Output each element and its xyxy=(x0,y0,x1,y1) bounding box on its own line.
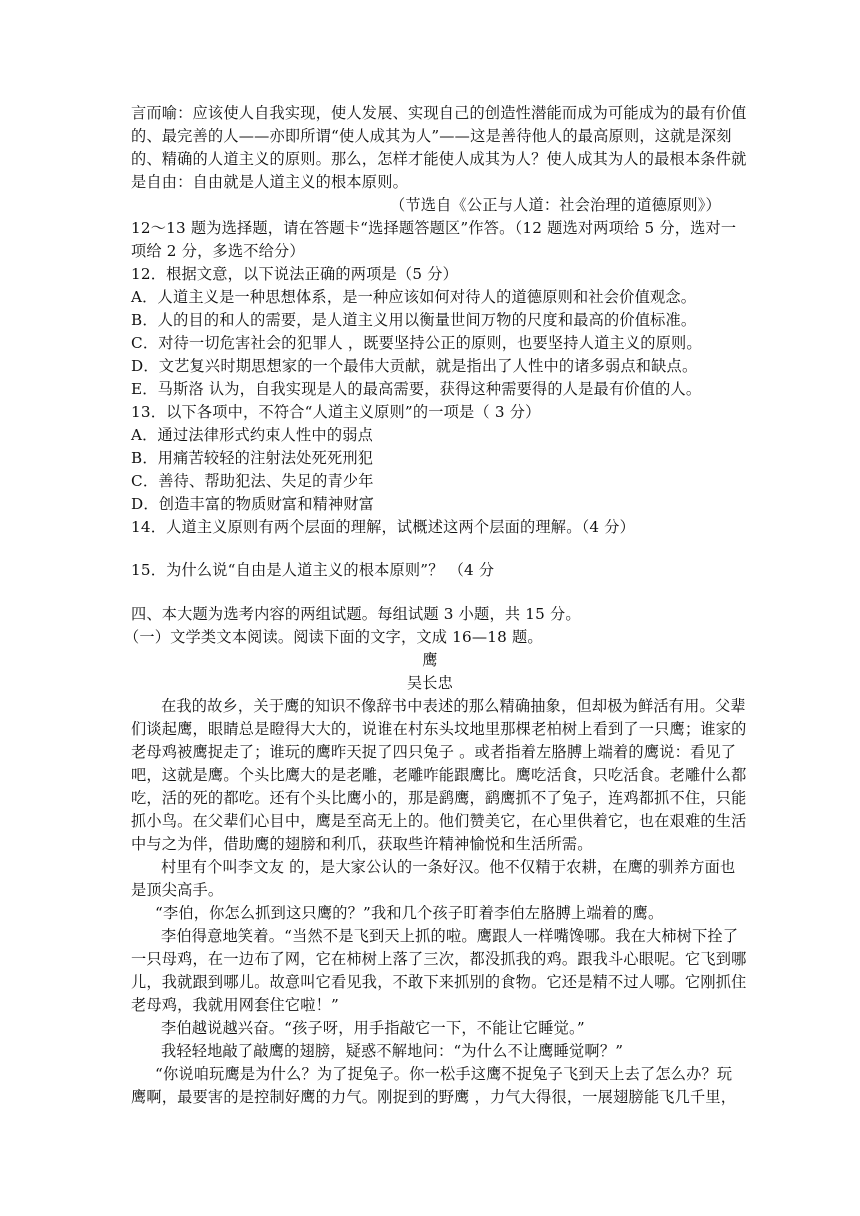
story-line: 李伯越说越兴奋。“孩子呀，用手指敲它一下，不能让它睡觉。” xyxy=(161,1019,585,1037)
q13-option-b: B．用痛苦较轻的注射法处死死刑犯 xyxy=(131,449,374,467)
story-line: 儿，我就跟到哪儿。故意叫它看见我，不敢下来抓别的食物。它还是精不过人哪。它刚抓住 xyxy=(131,973,747,991)
story-line: “李伯，你怎么抓到这只鹰的？”我和几个孩子盯着李伯左胳膊上端着的鹰。 xyxy=(155,904,664,922)
passage-line: 的、最完善的人——亦即所谓“使人成其为人”——这是善待他人的最高原则，这就是深刻 xyxy=(131,127,732,145)
story-line: 老母鸡，我就用网套住它啦！” xyxy=(131,996,340,1014)
question-14: 14．人道主义原则有两个层面的理解，试概述这两个层面的理解。（4 分） xyxy=(131,518,636,536)
q13-option-a: A．通过法律形式约束人性中的弱点 xyxy=(131,426,373,444)
story-line: 吧，这就是鹰。个头比鹰大的是老雕，老雕咋能跟鹰比。鹰吃活食，只吃活食。老雕什么都 xyxy=(131,766,747,784)
section-4-subheading: （一）文学类文本阅读。阅读下面的文字，文成 16—18 题。 xyxy=(124,628,543,646)
passage-line: 言而喻：应该使人自我实现，使人发展、实现自己的创造性潜能而成为可能成为的最有价值 xyxy=(131,104,747,122)
story-line: 是顶尖高手。 xyxy=(131,881,224,899)
story-title: 鹰 xyxy=(422,651,438,669)
story-line: 吃，活的死的都吃。还有个头比鹰小的，那是鹞鹰，鹞鹰抓不了兔子，连鸡都抓不住，只能 xyxy=(131,789,747,807)
story-line: 老母鸡被鹰捉走了；谁玩的鹰昨天捉了四只兔子 。或者指着左胳膊上端着的鹰说：看见了 xyxy=(131,743,737,761)
question-15: 15．为什么说“自由是人道主义的根本原则”？ （4 分 xyxy=(131,561,495,579)
passage-line: 是自由：自由就是人道主义的根本原则。 xyxy=(131,173,408,191)
question-13-stem: 13．以下各项中，不符合“人道主义原则”的一项是（ 3 分） xyxy=(131,403,541,421)
section-4-heading: 四、本大题为选考内容的两组试题。每组试题 3 小题，共 15 分。 xyxy=(131,605,581,623)
story-author: 吴长忠 xyxy=(406,674,454,692)
story-line: 们谈起鹰，眼睛总是瞪得大大的，说谁在村东头坟地里那棵老柏树上看到了一只鹰；谁家的 xyxy=(131,720,747,738)
story-line: 中与之为伴，借助鹰的翅膀和利爪，获取些许精神愉悦和生活所需。 xyxy=(131,835,593,853)
story-line: 在我的故乡，关于鹰的知识不像辞书中表述的那么精确抽象，但却极为鲜活有用。父辈 xyxy=(161,697,746,715)
q12-option-a: A．人道主义是一种思想体系，是一种应该如何对待人的道德原则和社会价值观念。 xyxy=(131,288,697,306)
story-line: 我轻轻地敲了敲鹰的翅膀，疑惑不解地问：“为什么不让鹰睡觉啊？” xyxy=(161,1042,624,1060)
story-line: 一只母鸡，在一边布了网，它在柿树上落了三次，都没抓我的鸡。跟我斗心眼呢。它飞到哪 xyxy=(131,950,747,968)
instructions-line: 项给 2 分，多选不给分） xyxy=(131,242,305,260)
story-line: 村里有个叫李文友 的，是大家公认的一条好汉。他不仅精于农耕，在鹰的驯养方面也 xyxy=(161,858,736,876)
q13-option-d: D．创造丰富的物质财富和精神财富 xyxy=(131,495,375,513)
q13-option-c: C．善待、帮助犯法、失足的青少年 xyxy=(131,472,374,490)
story-line: 抓小鸟。在父辈们心目中，鹰是至高无上的。他们赞美它，在心里供着它，也在艰难的生活 xyxy=(131,812,747,830)
passage-line: 的、精确的人道主义的原则。那么，怎样才能使人成其为人？使人成其为人的最根本条件就 xyxy=(131,150,747,168)
q12-option-b: B．人的目的和人的需要，是人道主义用以衡量世间万物的尺度和最高的价值标准。 xyxy=(131,311,697,329)
q12-option-d: D．文艺复兴时期思想家的一个最伟大贡献，就是指出了人性中的诸多弱点和缺点。 xyxy=(131,357,698,375)
story-line: 鹰啊，最要害的是控制好鹰的力气。刚捉到的野鹰 ，力气大得很，一展翅膀能飞几千里， xyxy=(131,1088,737,1106)
question-12-stem: 12．根据文意，以下说法正确的两项是（5 分） xyxy=(131,265,458,283)
story-line: 李伯得意地笑着。“当然不是飞到天上抓的啦。鹰跟人一样嘴馋哪。我在大柿树下拴了 xyxy=(161,927,739,945)
source-citation: （节选自《公正与人道：社会治理的道德原则》） xyxy=(390,196,721,214)
q12-option-e: E．马斯洛 认为，自我实现是人的最高需要，获得这种需要得的人是最有价值的人。 xyxy=(131,380,702,398)
instructions-line: 12～13 题为选择题，请在答题卡“选择题答题区”作答。（12 题选对两项给 5 分，选对一 xyxy=(131,219,737,237)
q12-option-c: C．对待一切危害社会的犯罪人 ，既要坚持公正的原则，也要坚持人道主义的原则。 xyxy=(131,334,702,352)
story-line: “你说咱玩鹰是为什么？为了捉兔子。你一松手这鹰不捉兔子飞到天上去了怎么办？玩 xyxy=(155,1065,733,1083)
